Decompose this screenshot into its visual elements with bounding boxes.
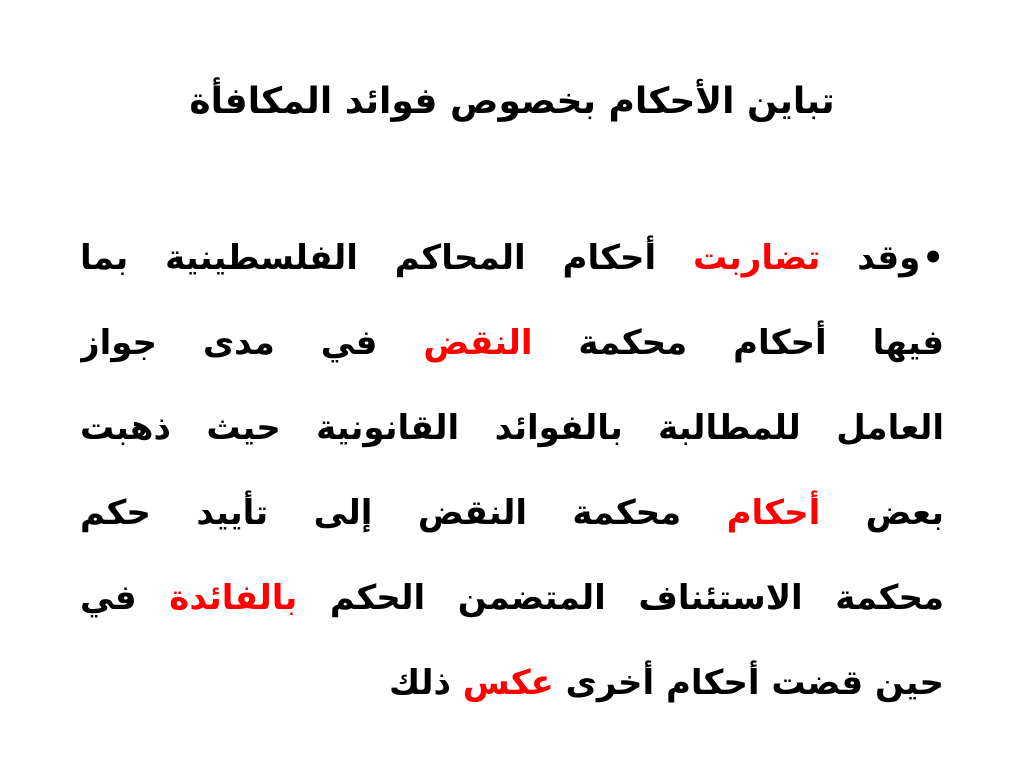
bullet-paragraph xyxy=(80,222,944,732)
text-segment: العامل للمطالبة بالفوائد القانونية حيث ذهبت xyxy=(80,408,944,448)
paragraph-line-6 xyxy=(80,647,944,732)
text-segment: وقد xyxy=(820,238,921,278)
text-segment: في xyxy=(80,578,170,618)
paragraph-line-1 xyxy=(80,222,944,307)
highlighted-word: عكس xyxy=(462,663,554,703)
bullet-marker: • xyxy=(922,238,944,278)
text-segment: حين قضت أحكام أخرى xyxy=(553,663,944,703)
highlighted-word: أحكام xyxy=(726,493,821,533)
text-segment: بعض xyxy=(820,493,944,533)
paragraph-line-3 xyxy=(80,392,944,477)
text-segment: في مدى جواز xyxy=(80,323,424,363)
text-segment: ذلك xyxy=(389,663,463,703)
highlighted-word: تضاربت xyxy=(693,238,821,278)
highlighted-word: بالفائدة xyxy=(169,578,298,618)
text-segment: محكمة النقض إلى تأييد حكم xyxy=(80,493,727,533)
highlighted-word: النقض xyxy=(423,323,533,363)
paragraph-line-2 xyxy=(80,307,944,392)
paragraph-line-5 xyxy=(80,562,944,647)
paragraph-line-4 xyxy=(80,477,944,562)
slide-title: تباين الأحكام بخصوص فوائد المكافأة xyxy=(189,81,835,122)
text-segment: محكمة الاستئناف المتضمن الحكم xyxy=(297,578,944,618)
text-segment: أحكام المحاكم الفلسطينية بما xyxy=(80,238,693,278)
text-segment: فيها أحكام محكمة xyxy=(532,323,944,363)
